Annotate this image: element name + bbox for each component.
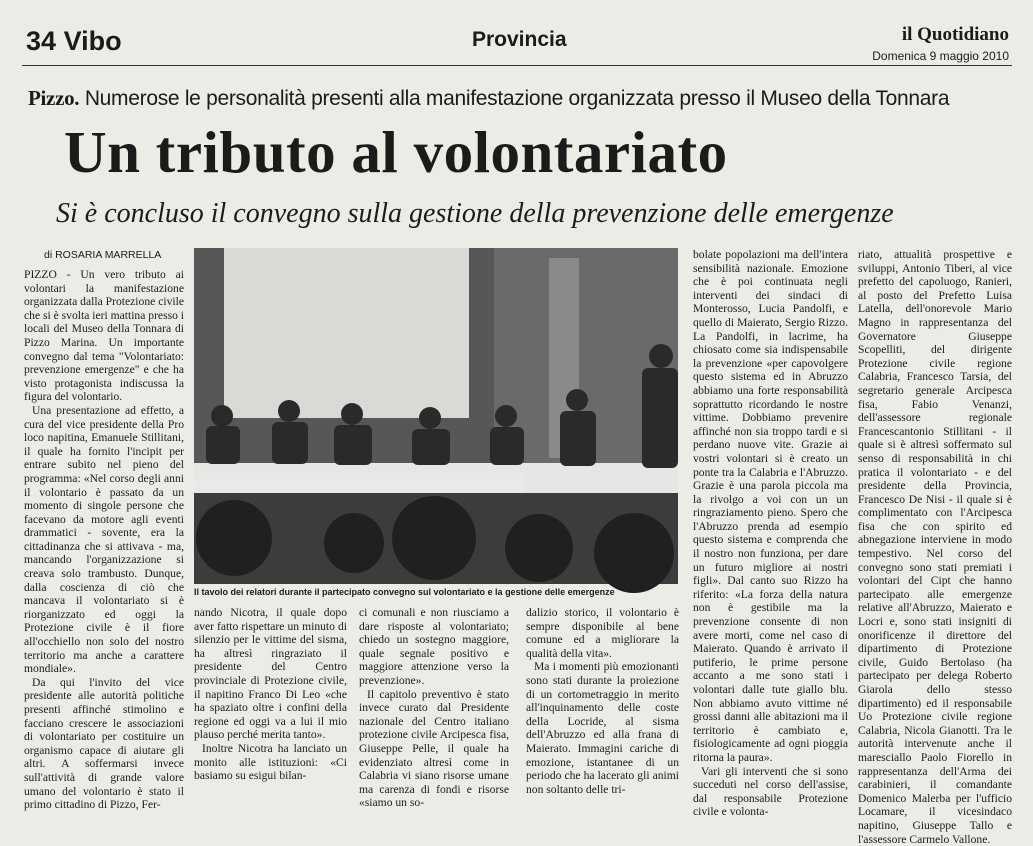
section-left: Vibo xyxy=(63,26,122,56)
paragraph: Una presentazione ad effetto, a cura del vice presidente della Pro loco napitina, Emanuele Stillitani, il quale ha fornito l'incipit per entrare subito nel pieno del programma: «Nel corso degli anni il volontario è passato da un momento di singole persone che facevano da motore agli eventi drammatici - sovente, era la cittadinanza che si attivava - ma, mancando l'organizzazione si creava solo trambusto. Dunque, dalla coscienza di ciò che mancava il volontariato si è riorganizzato ed oggi la Protezione civile è il fiore all'occhiello non solo del nostro territorio ma anche a carattere mondiale». xyxy=(24,403,184,676)
page-number: 34 xyxy=(26,26,57,56)
section-title: Provincia xyxy=(472,28,567,51)
paragraph: Il capitolo preventivo è stato invece curato dal Presidente nazionale del Centro italiano protezione civile Arcipesca fisa, Giuseppe Pelle, il quale ha evidenziato altresì come in Calabria vi siano risorse umane ma carenza di fondi e risorse «siamo un so- xyxy=(359,687,509,810)
paragraph: Da qui l'invito del vice presidente alle autorità politiche presenti affinché stimolino e facciano crescere le associazioni di volontariato per costituire un organismo capace di aiutare gli altri. A soffermarsi invece sull'attività di grande valore umano del volontario è stato il primo cittadino di Pizzo, Fer- xyxy=(24,675,184,812)
kicker-place: Pizzo. xyxy=(28,86,80,110)
article-column-6 xyxy=(858,248,1012,846)
subheadline: Si è concluso il convegno sulla gestione della prevenzione delle emergenze xyxy=(56,198,894,229)
paragraph: Ma i momenti più emozionanti sono stati durante la proiezione di un cortometraggio in merito all'inquinamento delle coste della Locride, al sisma dell'Abruzzo ed alla frana di Maierato. Immagini cariche di emozione, istantanee di un periodo che ha lacerato gli animi non soltanto delle tri- xyxy=(526,660,679,796)
paragraph: nando Nicotra, il quale dopo aver fatto rispettare un minuto di silenzio per le vittime del sisma, ha altresì ringraziato il presidente del Centro provinciale di Protezione civile, il napitino Franco Di Leo «che ha spaziato oltre i confini della regione ed oggi va a lui il mio plauso perché merita tanto». xyxy=(194,606,347,742)
byline: di ROSARIA MARRELLA xyxy=(44,249,162,261)
article-column-4 xyxy=(526,606,679,796)
issue-date: Domenica 9 maggio 2010 xyxy=(872,49,1009,63)
paragraph: riato, attualità prospettive e sviluppi, Antonio Tiberi, al vice prefetto del capoluogo, Ranieri, al posto del Prefetto Luisa Latella, dell'onorevole Mario Magno in rappresentanza del Governatore Giuseppe Scopelliti, del dirigente Protezione civile regione Calabria, Francesco Tarsia, del segretario generale Arcipesca fisa, Fabio Venanzi, dell'assessore regionale Francescantonio Stillitani - il quale si è altresì soffermato sul senso di responsabilità in chi pratica il volontariato - e del presidente della Provincia, Francesco De Nisi - il quale si è complimentato con l'Arcipesca fisa che con spirito ed abnegazione interviene in modo tempestivo. Nel corso del convegno sono stati premiati i volontari del Cipt che hanno partecipato alle emergenze relative all'Abruzzo, Maierato e Locri e, sono stati insigniti di onorificenze il direttore del dipartimento di Protezione civile, Guido Bertolaso (ha partecipato per delega Roberto Giarola dello stesso dipartimento) ed il responsabile Uo Protezione civile regione Calabria, Nicola Gianotti. Tra le autorità intervenute anche il maresciallo Paolo Fiorello in rappresentanza dell'Arma dei carabinieri, il comandante Domenico Malerba per l'ufficio Locamare, il vicesindaco napitino, Giuseppe Tallo e l'assessore Carmelo Vallone. xyxy=(858,248,1012,846)
kicker-text: Numerose le personalità presenti alla manifestazione organizzata presso il Museo della Tonnara xyxy=(84,87,950,110)
page-number-section xyxy=(26,26,122,57)
article-column-2 xyxy=(194,606,347,788)
kicker xyxy=(28,86,949,111)
paragraph: bolate popolazioni ma dell'intera sensibilità nazionale. Emozione che è poi continuata negli interventi dei sindaci di Monterosso, Lucia Pandolfi, e quello di Maierato, Sergio Rizzo. La Pandolfi, in lacrime, ha chiosato come sia indispensabile la prevenzione «per capovolgere questo sistema ed in Abruzzo abbiamo una forte responsabilità soprattutto ricordando le nostre vittime. Dobbiamo prevenire affinché non sia troppo tardi e si perdano nuove vite. Grazie ai vostri volontari si è creato un ponte tra la Calabria e l'Abruzzo. Grazie è una parola piccola ma la rivolgo a voi con un un ringraziamento pieno. Spero che l'Abruzzo prenda ad esempio questo sistema e comprenda che il nostro non funziona, per dare un futuro migliore ai nostri figli». Dal canto suo Rizzo ha riferito: «La forza della natura non è gestibile ma la prevenzione consente di non avere morti, come nel caso di Maierato. Quando è arrivato il putiferio, le prime persone accanto a me sono stati i volontari dalle tute giallo blu. Non abbiamo avuto vittime né grossi danni alle abitazioni ma il territorio è cambiato e, fisiologicamente ad ogni pioggia ritorna la paura». xyxy=(693,248,848,764)
article-photo xyxy=(194,248,678,584)
photo-caption: Il tavolo dei relatori durante il partecipato convegno sul volontariato e la gestione delle emergenze xyxy=(194,587,615,597)
paragraph: Inoltre Nicotra ha lanciato un monito alle istituzioni: «Ci basiamo su esigui bilan- xyxy=(194,741,347,783)
conference-photo-illustration xyxy=(194,248,678,584)
paragraph: Vari gli interventi che si sono succeduti nel corso dell'assise, dal responsabile Protezione civile e volonta- xyxy=(693,764,848,819)
page-header xyxy=(0,0,1033,66)
article-column-5 xyxy=(693,248,848,819)
header-rule xyxy=(22,65,1012,66)
paragraph: dalizio storico, il volontario è sempre disponibile al bene comune ed a migliorare la qualità della vita». xyxy=(526,606,679,660)
article-column-3 xyxy=(359,606,509,810)
article-column-1 xyxy=(24,268,185,812)
paragraph: ci comunali e non riusciamo a dare risposte al volontariato; chiedo un sostegno maggiore, quale segnale positivo e maggiore attenzione verso la prevenzione». xyxy=(359,606,509,687)
headline: Un tributo al volontariato xyxy=(64,119,728,185)
newspaper-name: il Quotidiano xyxy=(901,24,1009,45)
paragraph: PIZZO - Un vero tributo ai volontari la manifestazione organizzata dalla Protezione civile che si è svolta ieri mattina presso i locali del Museo della Tonnara di Pizzo Marina. Un importante convegno dal tema "Volontariato: prevenzione emergenze" e che ha visto protagonista indiscussa la figura del volontario. xyxy=(24,268,185,404)
